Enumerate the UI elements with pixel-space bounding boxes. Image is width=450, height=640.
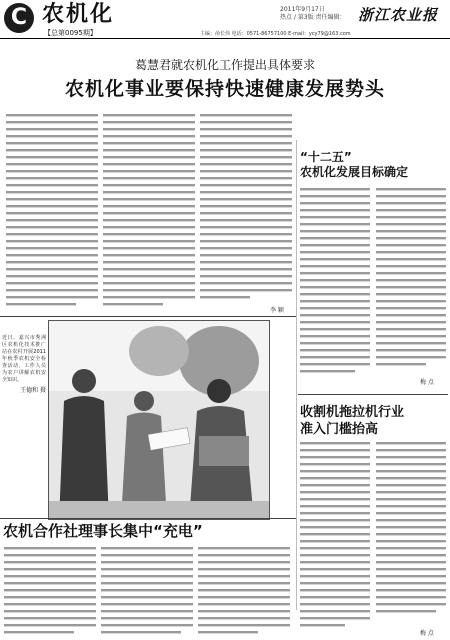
text-lines (300, 186, 370, 382)
story2-headline-line1: 收割机拖拉机行业 (300, 405, 405, 420)
story3-text-col-2 (101, 545, 193, 637)
column-divider (296, 140, 297, 610)
photo-credit: 王德和 摄 (20, 387, 46, 394)
story3-headline: 农机合作社理事长集中“充电” (3, 522, 203, 540)
text-lines (6, 112, 98, 312)
section-rule-left (0, 316, 296, 317)
editor-contact: 主编：俞长伟 电话：0571-86757100 E-mail：ycy79@163.com (200, 31, 351, 37)
photo-illustration (49, 321, 270, 520)
issue-number: 【总第0095期】 (44, 29, 97, 37)
text-lines (376, 440, 446, 635)
lead-text-col-1 (6, 112, 98, 312)
header-rule (0, 38, 450, 39)
sidebar-headline (300, 150, 440, 180)
paper-name: 浙江农业报 (358, 6, 439, 24)
section-badge: C (4, 3, 34, 33)
text-lines (198, 545, 290, 637)
photo-caption (2, 335, 46, 394)
sidebar-headline-line1: “十二五” (300, 150, 352, 164)
issue-date: 2011年9月17日 (280, 6, 325, 13)
story3-text-col-1 (4, 545, 96, 637)
text-lines (300, 440, 370, 635)
lead-text-col-3 (200, 112, 292, 312)
sidebar-byline: 梅 点 (420, 379, 434, 386)
story2-headline (300, 404, 450, 438)
section-rule-right (298, 394, 448, 395)
story2-text-col-2 (376, 440, 446, 635)
lead-text-col-2 (103, 112, 195, 312)
lead-kicker: 葛慧君就农机化工作提出具体要求 (134, 58, 315, 72)
lead-headline: 农机化事业要保持快速健康发展势头 (64, 78, 385, 100)
text-lines (200, 112, 292, 312)
sidebar-text-col-1 (300, 186, 370, 382)
news-photo (48, 320, 270, 520)
text-lines (376, 186, 446, 382)
photo-caption-text: 近日，嘉兴市秀洲区农机化技术推广站在农村开展2011年秋季农机安全检查活动，工作人员为农户讲解农机安全知识。 (2, 335, 46, 383)
story2-byline: 梅 点 (420, 630, 434, 637)
lead-byline: 李 颖 (270, 307, 284, 314)
sidebar-text-col-2 (376, 186, 446, 382)
page-header (0, 0, 450, 40)
bottom-rule (0, 518, 296, 519)
story2-text-col-1 (300, 440, 370, 635)
issue-page: 热点 / 第3版 责任编辑： (280, 14, 346, 21)
text-lines (101, 545, 193, 637)
sidebar-headline-line2: 农机化发展目标确定 (300, 165, 409, 179)
section-title: 农机化 (42, 2, 115, 27)
story3-text-col-3 (198, 545, 290, 637)
story2-headline-line2: 准入门槛抬高 (300, 422, 379, 437)
text-lines (4, 545, 96, 637)
text-lines (103, 112, 195, 312)
issue-info (280, 6, 346, 22)
